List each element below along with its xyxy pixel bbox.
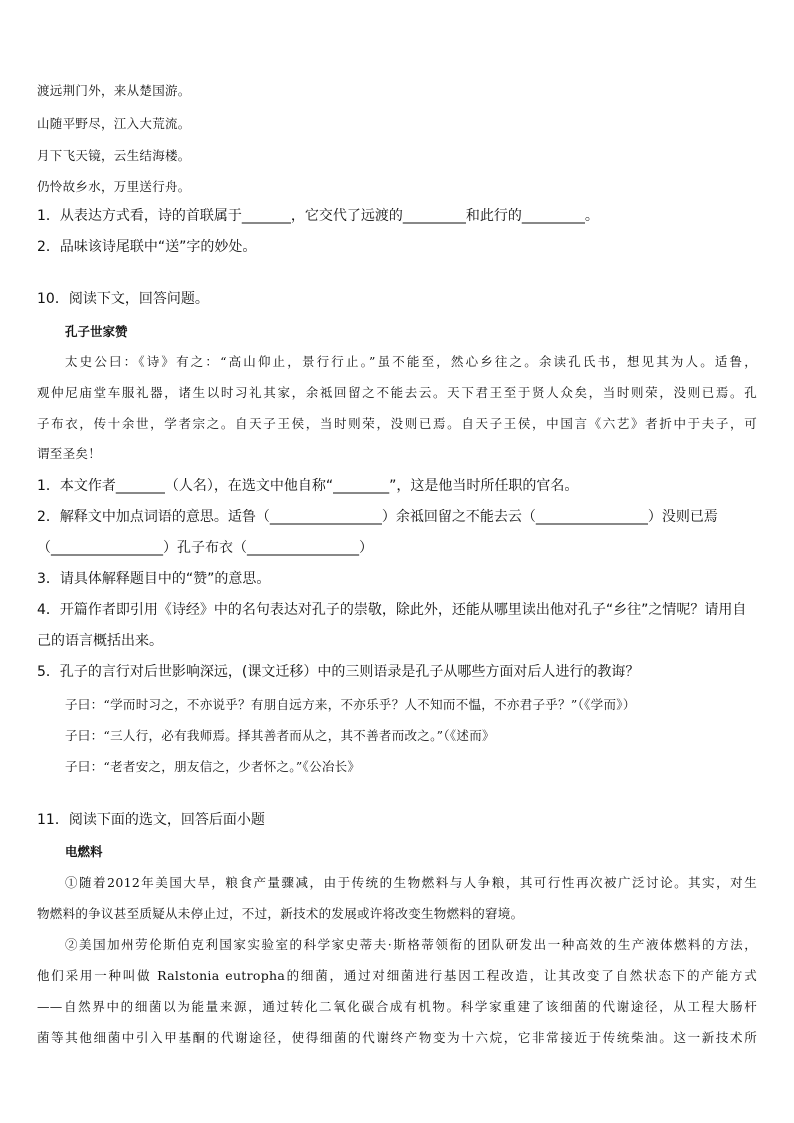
passage-line: ——自然界中的细菌以为能量来源，通过转化二氧化碳合成有机物。科学家重建了该细菌的代谢途径，从工程大肠杆 (37, 999, 757, 1014)
question-line: 2．品味该诗尾联中“送”字的妙处。 (37, 239, 257, 255)
poem-line: 仍怜故乡水，万里送行舟。 (37, 179, 191, 194)
question-line: 己的语言概括出来。 (37, 633, 163, 649)
passage-line: 物燃料的争议甚至质疑从未停止过，不过，新技术的发展或许将改变生物燃料的窘境。 (37, 906, 524, 921)
question-line: （________________）孔子布衣（________________） (37, 540, 373, 556)
section-heading: 11．阅读下面的选文，回答后面小题 (37, 812, 265, 828)
question-line: 3．请具体解释题目中的“赞”的意思。 (37, 571, 271, 587)
passage-line: 他们采用一种叫做 Ralstonia eutropha的细菌，通过对细菌进行基因工程改造，让其改变了自然状态下的产能方式 (37, 968, 757, 983)
question-line: 5．孔子的言行对后世影响深远，(课文迁移）中的三则语录是孔子从哪些方面对后人进行的教诲？ (37, 664, 640, 680)
passage-line: 谓至圣矣！ (37, 446, 102, 461)
passage-title: 电燃料 (65, 844, 103, 859)
section-heading: 10．阅读下文，回答问题。 (37, 291, 209, 307)
passage-line: 子布衣，传十余世，学者宗之。自天子王侯，当时则荣，没则已焉。自天子王侯，中国言《六艺》者折中于夫子，可 (37, 416, 757, 431)
question-line: 4．开篇作者即引用《诗经》中的名句表达对孔子的崇敬，除此外，还能从哪里读出他对孔子“乡往”之情呢？请用自 (37, 602, 747, 618)
question-line: 1．本文作者_______（人名），在选文中他自称“________”，这是他当时所任职的官名。 (37, 478, 579, 494)
poem-line: 山随平野尽，江入大荒流。 (37, 116, 191, 131)
poem-line: 月下飞天镜，云生结海楼。 (37, 148, 191, 163)
passage-line: ②美国加州劳伦斯伯克利国家实验室的科学家史蒂夫·斯格蒂领衔的团队研发出一种高效的生产液体燃料的方法， (65, 937, 757, 952)
passage-line: 太史公曰：《诗》有之：“高山仰止，景行行止。”虽不能至，然心乡往之。余读孔氏书，想见其为人。适鲁， (65, 354, 757, 369)
quote-line: 子曰：“三人行，必有我师焉。择其善者而从之，其不善者而改之。”（《述而》 (65, 728, 495, 743)
quote-line: 子曰：“老者安之，朋友信之，少者怀之。”《公冶长》 (65, 759, 361, 774)
passage-line: 观仲尼庙堂车服礼器，诸生以时习礼其家，余祗回留之不能去云。天下君王至于贤人众矣，当时则荣，没则已焉。孔 (37, 385, 757, 400)
question-line: 2．解释文中加点词语的意思。适鲁（________________）余祗回留之不能去云（________________）没则已焉 (37, 509, 718, 525)
quote-line: 子曰：“学而时习之，不亦说乎？有朋自远方来，不亦乐乎？人不知而不愠，不亦君子乎？”（《学而》） (65, 697, 636, 712)
passage-line: 菌等其他细菌中引入甲基酮的代谢途径，使得细菌的代谢终产物变为十六烷，它非常接近于传统柴油。这一新技术所 (37, 1030, 757, 1045)
poem-line: 渡远荆门外，来从楚国游。 (37, 83, 191, 98)
passage-line: ①随着2012年美国大旱，粮食产量骤减，由于传统的生物燃料与人争粮，其可行性再次被广泛讨论。其实，对生 (65, 875, 757, 890)
question-line: 1．从表达方式看，诗的首联属于_______，它交代了远渡的_________和此行的_________。 (37, 208, 599, 224)
passage-title: 孔子世家赞 (65, 324, 128, 339)
